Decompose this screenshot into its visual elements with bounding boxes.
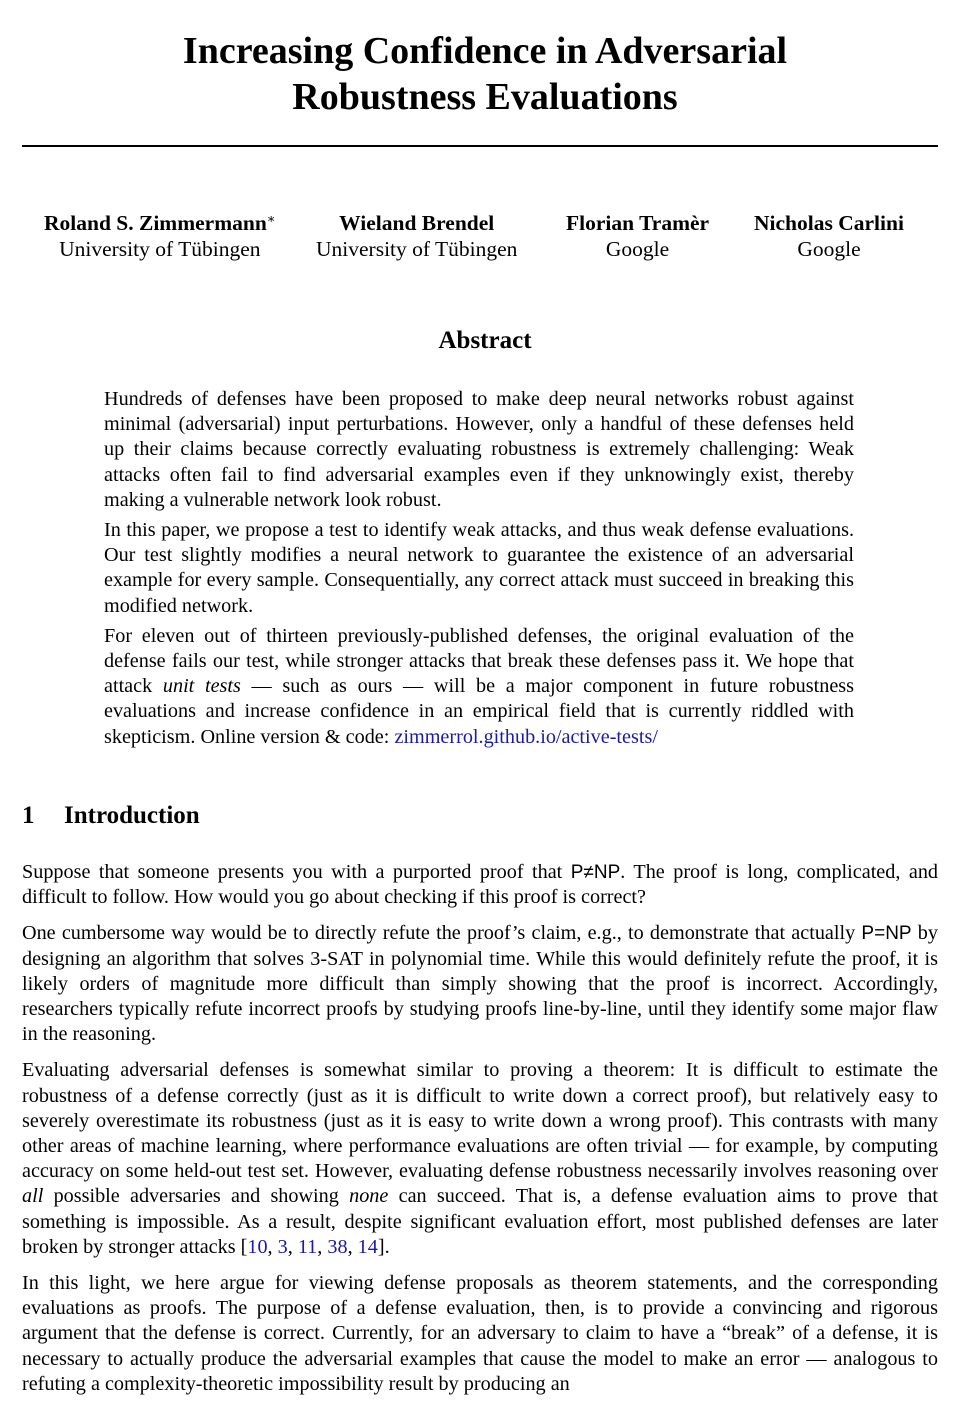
section-title: Introduction: [64, 802, 200, 829]
intro-paragraph-2: [22, 921, 938, 1047]
author-name: Nicholas Carlini: [754, 211, 904, 235]
intro-body: [22, 860, 938, 1408]
author-list: [0, 210, 970, 270]
section-number: 1: [22, 802, 35, 829]
text-run: For eleven out of thirteen previously-published defenses, the original evaluation of the defense fails our test, while stronger attacks that break these defenses pass it. We hope that attack: [104, 624, 854, 698]
author-1: [44, 210, 276, 262]
emphasis: unit tests: [162, 675, 241, 698]
text-run: — such as ours — will be a major component in future robustness evaluations and increase confidence in an empirical field that is currently riddled with skepticism. Online version & code:: [104, 675, 854, 748]
intro-paragraph-1: [22, 860, 938, 910]
abstract-paragraph-1: Hundreds of defenses have been proposed to make deep neural networks robust against minimal (adversarial) input perturbations. However, only a handful of these defenses held up their claims because correctly evaluating robustness is extremely challenging: Weak attacks often fail to find adversarial examples even if they unknowingly exist, thereby making a vulnerable network look robust.: [104, 388, 854, 511]
abstract-body: [104, 387, 854, 755]
author-name: Wieland Brendel: [339, 211, 495, 235]
author-affiliation: Google: [605, 237, 670, 261]
author-name: Roland S. Zimmermann: [44, 211, 267, 235]
citation[interactable]: 11: [297, 1235, 318, 1258]
text-run: Evaluating adversarial defenses is somewhat similar to proving a theorem: It is difficult to estimate the robustness of a defense correctly (just as it is difficult to write down a correct proof), but relatively easy to severely overestimate its robustness (just as it is easy to write down a wrong proof). This contrasts with many other areas of machine learning, where performance evaluations are often trivial — for example, by computing accuracy on some held-out test set. However, evaluating defense robustness necessarily involves reasoning over: [22, 1059, 938, 1183]
math-p-eq-np: P=NP: [861, 923, 912, 945]
text-run: can succeed. That is, a defense evaluation aims to prove that something is impossible. As a result, despite significant evaluation effort, most published defenses are later broken by stronger attacks [: [22, 1185, 938, 1258]
emphasis: none: [349, 1185, 389, 1208]
abstract-paragraph-3: [104, 624, 854, 750]
intro-paragraph-4: In this light, we here argue for viewing defense proposals as theorem statements, and the corresponding evaluations as proofs. The purpose of a defense evaluation, then, is to provide a convincing and rigorous argument that the defense is correct. Currently, for an adversary to claim to have a “break” of a defense, it is necessary to actually produce the adversarial examples that cause the model to make an error — analogous to refuting a complexity-theoretic impossibility result by producing an: [22, 1272, 938, 1395]
text-run: One cumbersome way would be to directly refute the proof’s claim, e.g., to demonstrate that actually: [22, 922, 862, 945]
author-affiliation: Google: [797, 237, 861, 261]
footnote-mark[interactable]: ∗: [266, 211, 276, 226]
text-run: by designing an algorithm that solves 3-SAT in polynomial time. While this would definitely refute the proof, it is likely orders of magnitude more difficult than simply showing that the proof is incorrect. Accordingly, researchers typically refute incorrect proofs by studying proofs line-by-line, until they identify some major flaw in the reasoning.: [22, 922, 938, 1046]
author-affiliation: University of Tübingen: [59, 237, 261, 261]
math-p-neq-np: P≠NP: [570, 862, 621, 883]
author-name: Florian Tramèr: [566, 211, 710, 235]
author-2: [316, 210, 517, 262]
emphasis: all: [22, 1185, 44, 1208]
paper-title: [0, 28, 970, 120]
abstract-heading: Abstract: [438, 327, 532, 354]
intro-paragraph-3: Evaluating adversarial defenses is somewhat similar to proving a theorem: It is difficult to estimate the robustness of a defense correctly (just as it is difficult to write down a correct proof), but relatively easy to severely overestimate its robustness (just as it is easy to write down a wrong proof). This contrasts with many other areas of machine learning, where performance evaluations are often trivial — for example, by computing accuracy on some held-out test set. However, evaluating defense robustness necessarily involves reasoning over all possible adversaries and showing none can succeed. That is, a defense evaluation aims to prove that something is impossible. As a result, despite significant evaluation effort, most published defenses are later broken by stronger attacks [10, 3, 11, 38, 14].: [22, 1059, 938, 1258]
citation[interactable]: 38: [327, 1235, 348, 1258]
citation[interactable]: 14: [357, 1235, 378, 1258]
author-4: [754, 210, 904, 262]
code-link[interactable]: zimmerrol.github.io/active-tests/: [394, 725, 658, 748]
text-run: . The proof is long, complicated, and difficult to follow. How would you go about checking if this proof is correct?: [22, 861, 939, 909]
author-3: [566, 210, 709, 262]
text-run: ].: [377, 1235, 390, 1258]
citation[interactable]: 3: [277, 1235, 288, 1258]
section-heading: [22, 800, 200, 832]
title-rule: [22, 145, 938, 147]
title-line-2: Robustness Evaluations: [292, 76, 678, 118]
abstract-paragraph-2: In this paper, we propose a test to identify weak attacks, and thus weak defense evaluations. Our test slightly modifies a neural network to guarantee the existence of an adversarial example for every sample. Consequentially, any correct attack must succeed in breaking this modified network.: [104, 519, 854, 617]
author-affiliation: University of Tübingen: [316, 237, 518, 261]
title-line-1: Increasing Confidence in Adversarial: [182, 30, 788, 72]
text-run: Suppose that someone presents you with a purported proof that: [22, 861, 571, 883]
citation[interactable]: 10: [247, 1235, 268, 1258]
text-run: possible adversaries and showing: [43, 1185, 350, 1208]
